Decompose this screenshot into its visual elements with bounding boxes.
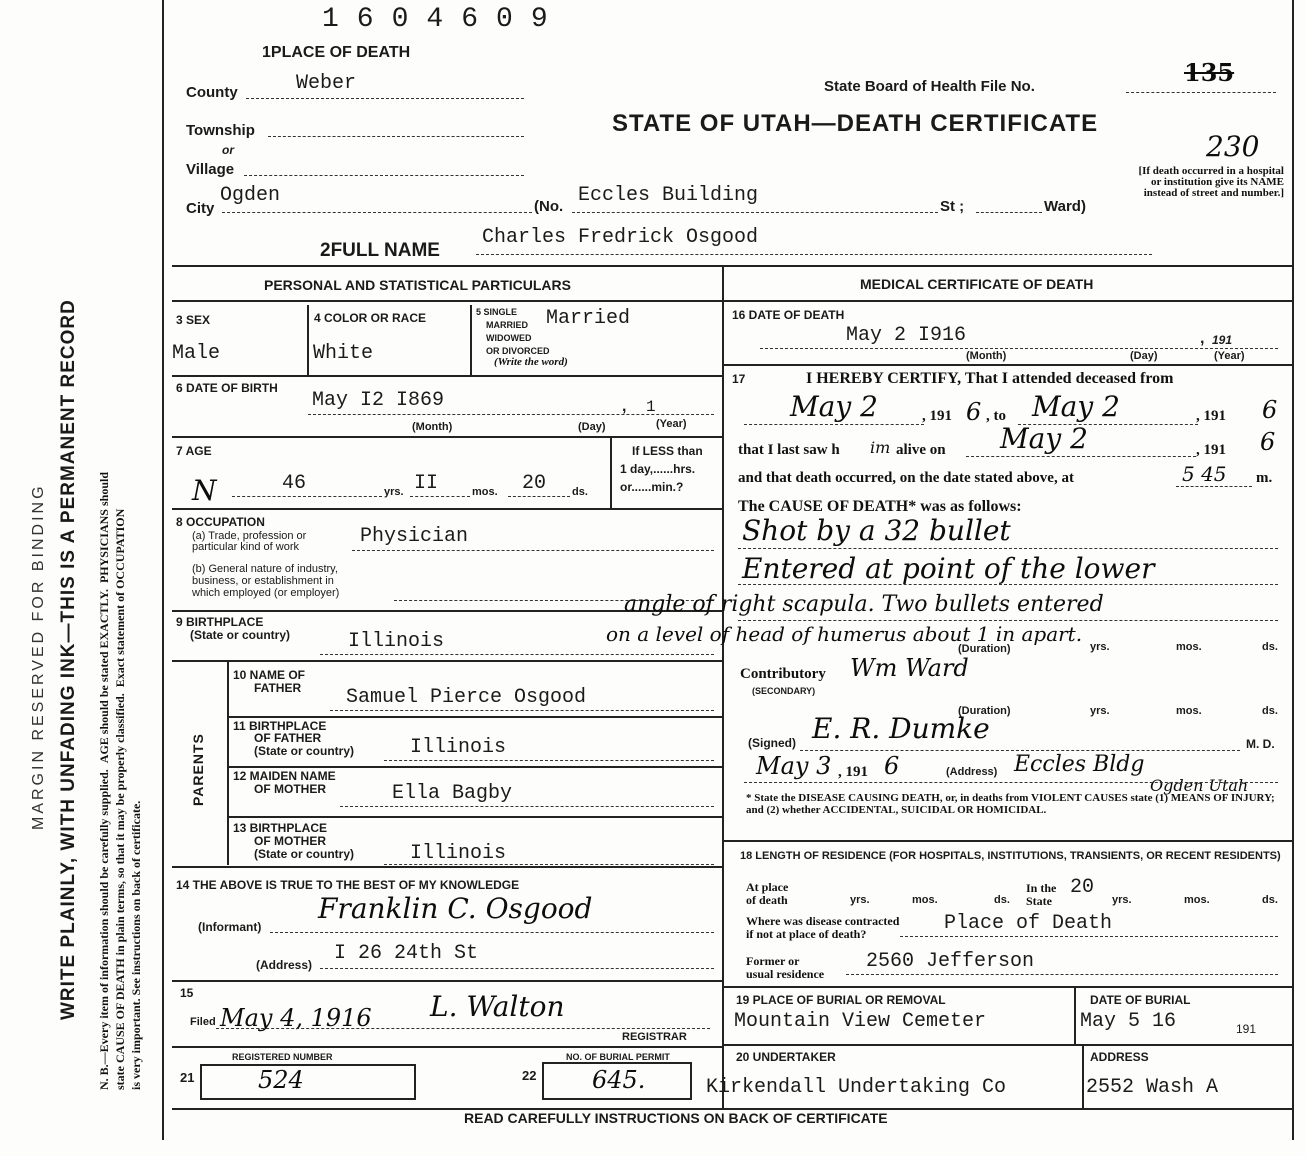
personal-section-title: PERSONAL AND STATISTICAL PARTICULARS	[264, 277, 571, 293]
dod-comma: ,	[1200, 330, 1205, 347]
at-place-2: of death	[746, 893, 788, 907]
where-contracted-2: if not at place of death?	[746, 927, 867, 941]
city-value: Ogden	[220, 184, 281, 207]
res-mos-1: mos.	[912, 894, 938, 906]
birthplace-state-label: (State or country)	[190, 628, 291, 642]
undertaker-label: 20 UNDERTAKER	[736, 1050, 836, 1064]
ds-label: ds.	[572, 486, 588, 498]
file-no-hand: 230	[1206, 130, 1260, 163]
address-label: (Address)	[256, 958, 313, 972]
right-border	[1292, 0, 1294, 1140]
doc-address-value: Eccles Bldg	[1014, 752, 1145, 777]
name-divider	[172, 265, 1292, 267]
registrar-signature: L. Walton	[430, 990, 565, 1023]
marital-label-4: OR DIVORCED	[486, 346, 550, 356]
mother-bp-2: OF MOTHER	[254, 834, 326, 848]
attended-from: May 2	[790, 390, 878, 423]
last-saw-year-6: 6	[1260, 428, 1276, 456]
former-residence-2: usual residence	[746, 967, 825, 981]
county-label: County	[186, 84, 238, 101]
mos-label: mos.	[472, 486, 498, 498]
write-plainly-text: WRITE PLAINLY, WITH UNFADING INK—THIS IS A PERMANENT RECORD	[58, 299, 79, 1020]
signed-date-191: , 191	[838, 764, 868, 780]
occupation-b-2: business, or establishment in	[192, 575, 334, 587]
secondary-label: (SECONDARY)	[752, 686, 816, 696]
birthplace-label: 9 BIRTHPLACE	[176, 615, 264, 629]
registered-number-label: REGISTERED NUMBER	[232, 1052, 333, 1062]
at-place-1: At place	[746, 880, 789, 894]
mother-label-1: 12 MAIDEN NAME	[233, 769, 336, 783]
father-bp-2: OF FATHER	[254, 731, 322, 745]
cert-number: 1604609	[322, 4, 566, 35]
dod-month-label: (Month)	[966, 350, 1007, 362]
nb-line-3: is very important. See instructions on back of certificate.	[129, 800, 143, 1090]
undertaker-value: Kirkendall Undertaking Co	[706, 1076, 1007, 1099]
where-contracted-1: Where was disease contracted	[746, 914, 900, 928]
num-17: 17	[732, 372, 746, 386]
address-value: I 26 24th St	[334, 942, 479, 965]
mother-bp-1: 13 BIRTHPLACE	[233, 821, 328, 835]
signed-date: May 3	[756, 752, 832, 780]
dob-year: (Year)	[656, 418, 687, 430]
left-border	[162, 0, 164, 1140]
registrar-label: REGISTRAR	[622, 1031, 687, 1043]
father-label-2: FATHER	[254, 681, 302, 695]
footer-instructions: READ CAREFULLY INSTRUCTIONS ON BACK OF CERTIFICATE	[464, 1110, 888, 1126]
ds-2: ds.	[1262, 705, 1278, 717]
parents-label: PARENTS	[190, 733, 206, 806]
contributory-label: Contributory	[740, 666, 826, 682]
sex-label: 3 SEX	[176, 313, 211, 327]
in-state-value: 20	[1070, 876, 1095, 899]
where-contracted-value: Place of Death	[944, 912, 1113, 935]
res-mos-2: mos.	[1184, 894, 1210, 906]
ward-label: Ward)	[1044, 198, 1086, 215]
res-ds-1: ds.	[994, 894, 1010, 906]
res-yrs-1: yrs.	[850, 894, 870, 906]
father-label-1: 10 NAME OF	[233, 668, 306, 682]
burial-permit-value: 645.	[592, 1066, 646, 1094]
father-bp-1: 11 BIRTHPLACE	[233, 719, 327, 733]
doc-address-label: (Address)	[946, 766, 998, 778]
cause-line-4: on a level of head of humerus about 1 in apart.	[606, 622, 1083, 646]
attended-to: May 2	[1032, 390, 1120, 423]
cause-line-3: angle of right scapula. Two bullets entered	[624, 592, 1104, 617]
column-divider	[722, 265, 724, 1110]
former-residence-value: 2560 Jefferson	[866, 950, 1035, 973]
res-yrs-2: yrs.	[1112, 894, 1132, 906]
dod-year-label: (Year)	[1214, 350, 1245, 362]
yrs-2: yrs.	[1090, 705, 1110, 717]
from-191: , 191	[922, 408, 952, 424]
mother-bp-value: Illinois	[410, 842, 507, 865]
cause-line-1: Shot by a 32 bullet	[742, 514, 1011, 547]
burial-permit-label: NO. OF BURIAL PERMIT	[566, 1052, 670, 1062]
dob-day: (Day)	[578, 421, 606, 433]
death-time-m: m.	[1256, 470, 1273, 486]
marital-label-2: MARRIED	[486, 320, 528, 330]
filed-label: Filed	[190, 1016, 216, 1028]
registered-21: 21	[180, 1070, 195, 1085]
md-label: M. D.	[1246, 737, 1275, 751]
age-months: II	[414, 472, 439, 495]
occupation-b-3: which employed (or employer)	[192, 587, 340, 599]
to-year-6: 6	[1262, 396, 1278, 424]
color-value: White	[313, 342, 374, 365]
section-header-divider	[172, 300, 1292, 302]
less-than-1: If LESS than	[632, 444, 703, 458]
marital-value: Married	[546, 307, 631, 330]
margin-reserved-text: MARGIN RESERVED FOR BINDING	[30, 483, 47, 830]
to-label: , to	[986, 408, 1006, 424]
hospital-note: [If death occurred in a hospital or institution give its NAME instead of street and number.]	[1138, 165, 1284, 199]
filed-value: May 4, 1916	[220, 1004, 372, 1032]
informant-label: (Informant)	[198, 920, 262, 934]
filed-number: 15	[180, 986, 194, 1000]
dob-value: May I2 I869	[312, 389, 445, 412]
medical-section-title: MEDICAL CERTIFICATE OF DEATH	[860, 276, 1094, 292]
physician-signature: E. R. Dumke	[812, 712, 990, 745]
occupation-a-label: (a) Trade, profession or particular kind of work	[192, 530, 307, 553]
dod-label: 16 DATE OF DEATH	[732, 308, 845, 322]
signed-year-6: 6	[884, 752, 900, 780]
dod-value: May 2 I916	[846, 324, 967, 347]
age-years: 46	[282, 472, 307, 495]
occupation-label: 8 OCCUPATION	[176, 515, 265, 529]
yrs-label: yrs.	[384, 486, 404, 498]
file-no-value: 135	[1184, 58, 1235, 87]
less-than-2: 1 day,......hrs.	[620, 462, 696, 476]
dob-comma: ,	[622, 398, 627, 415]
mother-value: Ella Bagby	[392, 782, 513, 805]
res-ds-2: ds.	[1262, 894, 1278, 906]
from-year-6: 6	[966, 398, 982, 426]
yrs-1: yrs.	[1090, 641, 1110, 653]
county-value: Weber	[296, 72, 357, 95]
dob-1: 1	[646, 398, 656, 416]
or-label: or	[222, 143, 234, 157]
less-than-3: or......min.?	[620, 480, 684, 494]
death-occurred-text: and that death occurred, on the date stated above, at	[738, 470, 1074, 486]
burial-22: 22	[522, 1068, 537, 1083]
street-value: Eccles Building	[578, 184, 759, 207]
in-the-1: In the	[1026, 881, 1057, 895]
birthplace-value: Illinois	[348, 630, 445, 653]
burial-place-label: 19 PLACE OF BURIAL OR REMOVAL	[736, 993, 946, 1007]
full-name-label: 2FULL NAME	[320, 240, 440, 261]
footnote: * State the DISEASE CAUSING DEATH, or, in deaths from VIOLENT CAUSES state (1) MEANS OF INJURY; and (2) whether ACCIDENTAL, SUICIDAL OR HOMICIDAL.	[746, 792, 1275, 816]
duration-2: (Duration)	[958, 705, 1011, 717]
occupation-value: Physician	[360, 525, 469, 548]
burial-place-value: Mountain View Cemeter	[734, 1010, 987, 1033]
place-of-death-label: 1PLACE OF DEATH	[262, 44, 411, 61]
last-saw-191: , 191	[1196, 442, 1226, 458]
mos-1: mos.	[1176, 641, 1202, 653]
duration-1: (Duration)	[958, 643, 1011, 655]
true-label: 14 THE ABOVE IS TRUE TO THE BEST OF MY KNOWLEDGE	[176, 878, 520, 892]
undertaker-address-label: ADDRESS	[1090, 1050, 1149, 1064]
signed-label: (Signed)	[748, 736, 796, 750]
former-residence-1: Former or	[746, 954, 800, 968]
dod-191: 191	[1212, 333, 1233, 347]
age-label: 7 AGE	[176, 444, 212, 458]
father-bp-value: Illinois	[410, 736, 507, 759]
marital-label-3: WIDOWED	[486, 333, 532, 343]
file-no-label: State Board of Health File No.	[824, 78, 1035, 95]
age-days: 20	[522, 472, 547, 495]
residence-label: 18 LENGTH OF RESIDENCE (FOR HOSPITALS, INSTITUTIONS, TRANSIENTS, OR RECENT RESIDENTS)	[740, 850, 1281, 862]
marital-label-1: 5 SINGLE	[476, 307, 518, 317]
village-label: Village	[186, 161, 235, 178]
undertaker-address-value: 2552 Wash A	[1086, 1076, 1219, 1099]
dob-label: 6 DATE OF BIRTH	[176, 381, 278, 395]
date-burial-191: 191	[1236, 1022, 1257, 1036]
doc-address-value-2: Ogden Utah	[1150, 776, 1249, 795]
last-saw-text-1: that I last saw h	[738, 442, 840, 458]
last-saw-him: im	[870, 438, 891, 457]
dod-day-label: (Day)	[1130, 350, 1158, 362]
last-saw-text-2: alive on	[896, 442, 946, 458]
cause-line-2: Entered at point of the lower	[742, 552, 1155, 585]
township-label: Township	[186, 122, 255, 139]
contributory-value: Wm Ward	[850, 654, 969, 682]
cause-label: The CAUSE OF DEATH* was as follows:	[738, 498, 1022, 515]
to-191: , 191	[1196, 408, 1226, 424]
ds-1: ds.	[1262, 641, 1278, 653]
mos-2: mos.	[1176, 705, 1202, 717]
last-saw-value: May 2	[1000, 422, 1088, 455]
date-burial-value: May 5 16	[1080, 1010, 1177, 1033]
age-mark: N	[192, 474, 217, 507]
dob-month: (Month)	[412, 421, 453, 433]
marital-label-5: (Write the word)	[494, 356, 568, 368]
registered-number-box	[200, 1064, 416, 1100]
nb-line-2: state CAUSE OF DEATH in plain terms, so that it may be properly classified. Exact statement of OCCUPATION	[113, 508, 127, 1090]
death-time: 5 45	[1182, 462, 1227, 486]
city-label: City	[186, 200, 215, 217]
registered-number-value: 524	[258, 1066, 304, 1094]
informant-signature: Franklin C. Osgood	[318, 892, 593, 925]
mother-label-2: OF MOTHER	[254, 782, 326, 796]
nb-line-1: N. B.—Every item of information should be carefully supplied. AGE should be stated EXACTLY. PHYSICIANS should	[97, 471, 111, 1090]
certify-text: I HEREBY CERTIFY, That I attended deceased from	[806, 370, 1174, 387]
father-bp-state: (State or country)	[254, 744, 355, 758]
no-label: (No.	[534, 198, 564, 215]
sex-value: Male	[172, 342, 221, 365]
father-value: Samuel Pierce Osgood	[346, 686, 587, 709]
color-label: 4 COLOR OR RACE	[314, 311, 427, 325]
full-name-value: Charles Fredrick Osgood	[482, 226, 759, 249]
in-the-2: State	[1026, 894, 1052, 908]
certificate-title: STATE OF UTAH—DEATH CERTIFICATE	[612, 110, 1099, 137]
mother-bp-state: (State or country)	[254, 847, 355, 861]
date-burial-label: DATE OF BURIAL	[1090, 993, 1191, 1007]
st-label: St ;	[940, 198, 965, 215]
occupation-b-1: (b) General nature of industry,	[192, 563, 338, 575]
